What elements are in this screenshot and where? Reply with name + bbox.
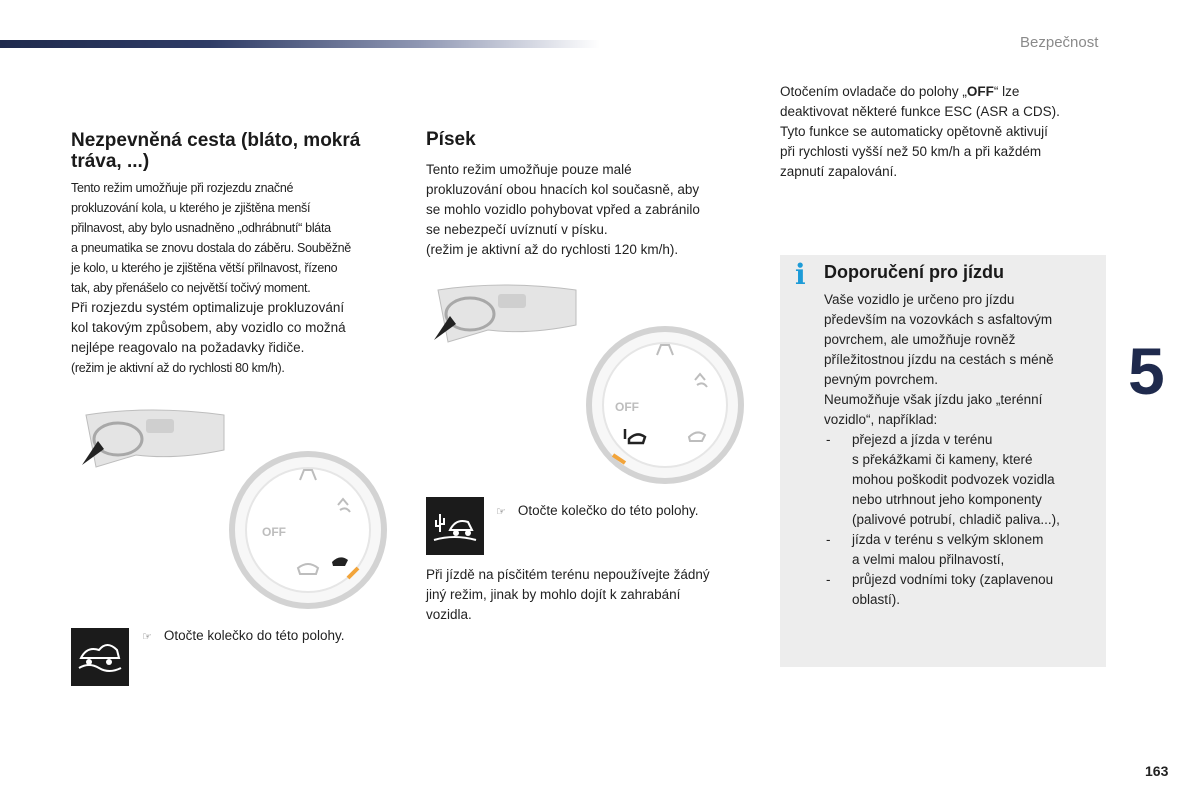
sand-speed-note: (režim je aktivní až do rychlosti 120 km/h). xyxy=(426,242,679,257)
off-keyword: OFF xyxy=(966,84,994,99)
info-line: povrchem, ale umožňuje rovněž xyxy=(824,332,1016,347)
info-line: vozidlo“, například: xyxy=(824,412,938,427)
sand-body xyxy=(426,160,756,260)
sand-line: se mohlo vozidlo pohybovat vpřed a zabránilo xyxy=(426,202,700,217)
mud-line: tak, aby přenášelo co největší točivý moment. xyxy=(71,281,311,295)
mud-mode-icon xyxy=(77,640,123,674)
mud-line: prokluzování kola, u kterého je zjištěna menší xyxy=(71,201,311,215)
mud-line: je kolo, u kterého je zjištěna větší přilnavost, řízeno xyxy=(71,261,338,275)
page-number: 163 xyxy=(1145,763,1169,779)
sand-warning-line: jiný režim, jinak by mohlo dojít k zahrabání xyxy=(426,587,681,602)
mud-heading: Nezpevněná cesta (bláto, mokrá tráva, ...) xyxy=(71,130,361,172)
off-paragraph xyxy=(780,82,1110,182)
info-list xyxy=(824,430,1094,610)
sand-warning-line: vozidla. xyxy=(426,607,472,622)
sand-instruction xyxy=(496,503,698,518)
off-line: Otočením ovladače do polohy „OFF“ lze xyxy=(780,84,1020,99)
mud-line: kol takovým způsobem, aby vozidlo co možná xyxy=(71,320,346,335)
pointing-hand-icon: ☞ xyxy=(496,506,506,518)
svg-text:OFF: OFF xyxy=(262,525,286,539)
mud-instruction-text: Otočte kolečko do této polohy. xyxy=(163,628,345,643)
sand-instruction-text: Otočte kolečko do této polohy. xyxy=(517,503,699,518)
sand-mode-icon-box xyxy=(426,497,484,555)
sand-warning-line: Při jízdě na písčitém terénu nepoužívejte žádný xyxy=(426,567,710,582)
off-line: Tyto funkce se automaticky opětovně aktivují xyxy=(780,124,1048,139)
sand-line: se nebezpečí uvíznutí v písku. xyxy=(426,222,608,237)
info-title: Doporučení pro jízdu xyxy=(824,262,1004,282)
mud-line: nejlépe reagovalo na požadavky řidiče. xyxy=(71,340,305,355)
sand-line: prokluzování obou hnacích kol současně, aby xyxy=(426,182,700,197)
list-item: - přejezd a jízda v terénu s překážkami či kameny, které mohou poškodit podvozek vozidla nebo utrhnout jeho komponenty (palivové potrubí, chladič paliva...), xyxy=(824,430,1094,530)
dashboard-illustration xyxy=(428,280,578,350)
info-line: pevným povrchem. xyxy=(824,372,939,387)
off-line: deaktivovat některé funkce ESC (ASR a CDS). xyxy=(780,104,1060,119)
sand-line: Tento režim umožňuje pouze malé xyxy=(426,162,632,177)
dashboard-illustration xyxy=(76,405,226,475)
info-line: příležitostnou jízdu na cestách s méně xyxy=(824,352,1054,367)
sand-heading: Písek xyxy=(426,129,476,150)
info-icon: i xyxy=(795,258,806,291)
mud-speed-note: (režim je aktivní až do rychlosti 80 km/h). xyxy=(71,361,285,375)
list-item: - jízda v terénu s velkým sklonem a velmi malou přilnavostí, xyxy=(824,530,1094,570)
chapter-number: 5 xyxy=(1128,334,1165,408)
pointing-hand-icon: ☞ xyxy=(142,631,152,643)
header-gradient-bar xyxy=(0,40,600,48)
info-line: Neumožňuje však jízdu jako „terénní xyxy=(824,392,1043,407)
off-line: při rychlosti vyšší než 50 km/h a při každém xyxy=(780,144,1042,159)
info-line: především na vozovkách s asfaltovým xyxy=(824,312,1053,327)
mud-line: Při rozjezdu systém optimalizuje prokluzování xyxy=(71,300,345,315)
mud-line: přilnavost, aby bylo usnadněno „odhrábnutí“ bláta xyxy=(71,221,331,235)
mud-mode-icon-box xyxy=(71,628,129,686)
mud-body xyxy=(71,178,411,378)
info-line: Vaše vozidlo je určeno pro jízdu xyxy=(824,292,1015,307)
list-item: - průjezd vodními toky (zaplavenou oblastí). xyxy=(824,570,1094,610)
mud-line: Tento režim umožňuje při rozjezdu značné xyxy=(71,181,294,195)
section-label: Bezpečnost xyxy=(1020,34,1099,51)
sand-warning xyxy=(426,565,756,625)
mode-dial-sand xyxy=(585,325,745,485)
mud-line: a pneumatika se znovu dostala do záběru. Souběžně xyxy=(71,241,351,255)
off-line: zapnutí zapalování. xyxy=(780,164,898,179)
sand-mode-icon xyxy=(432,508,478,544)
svg-text:OFF: OFF xyxy=(615,400,639,414)
mud-instruction xyxy=(142,628,344,643)
info-body xyxy=(824,290,1094,610)
mode-dial-mud xyxy=(228,450,388,610)
